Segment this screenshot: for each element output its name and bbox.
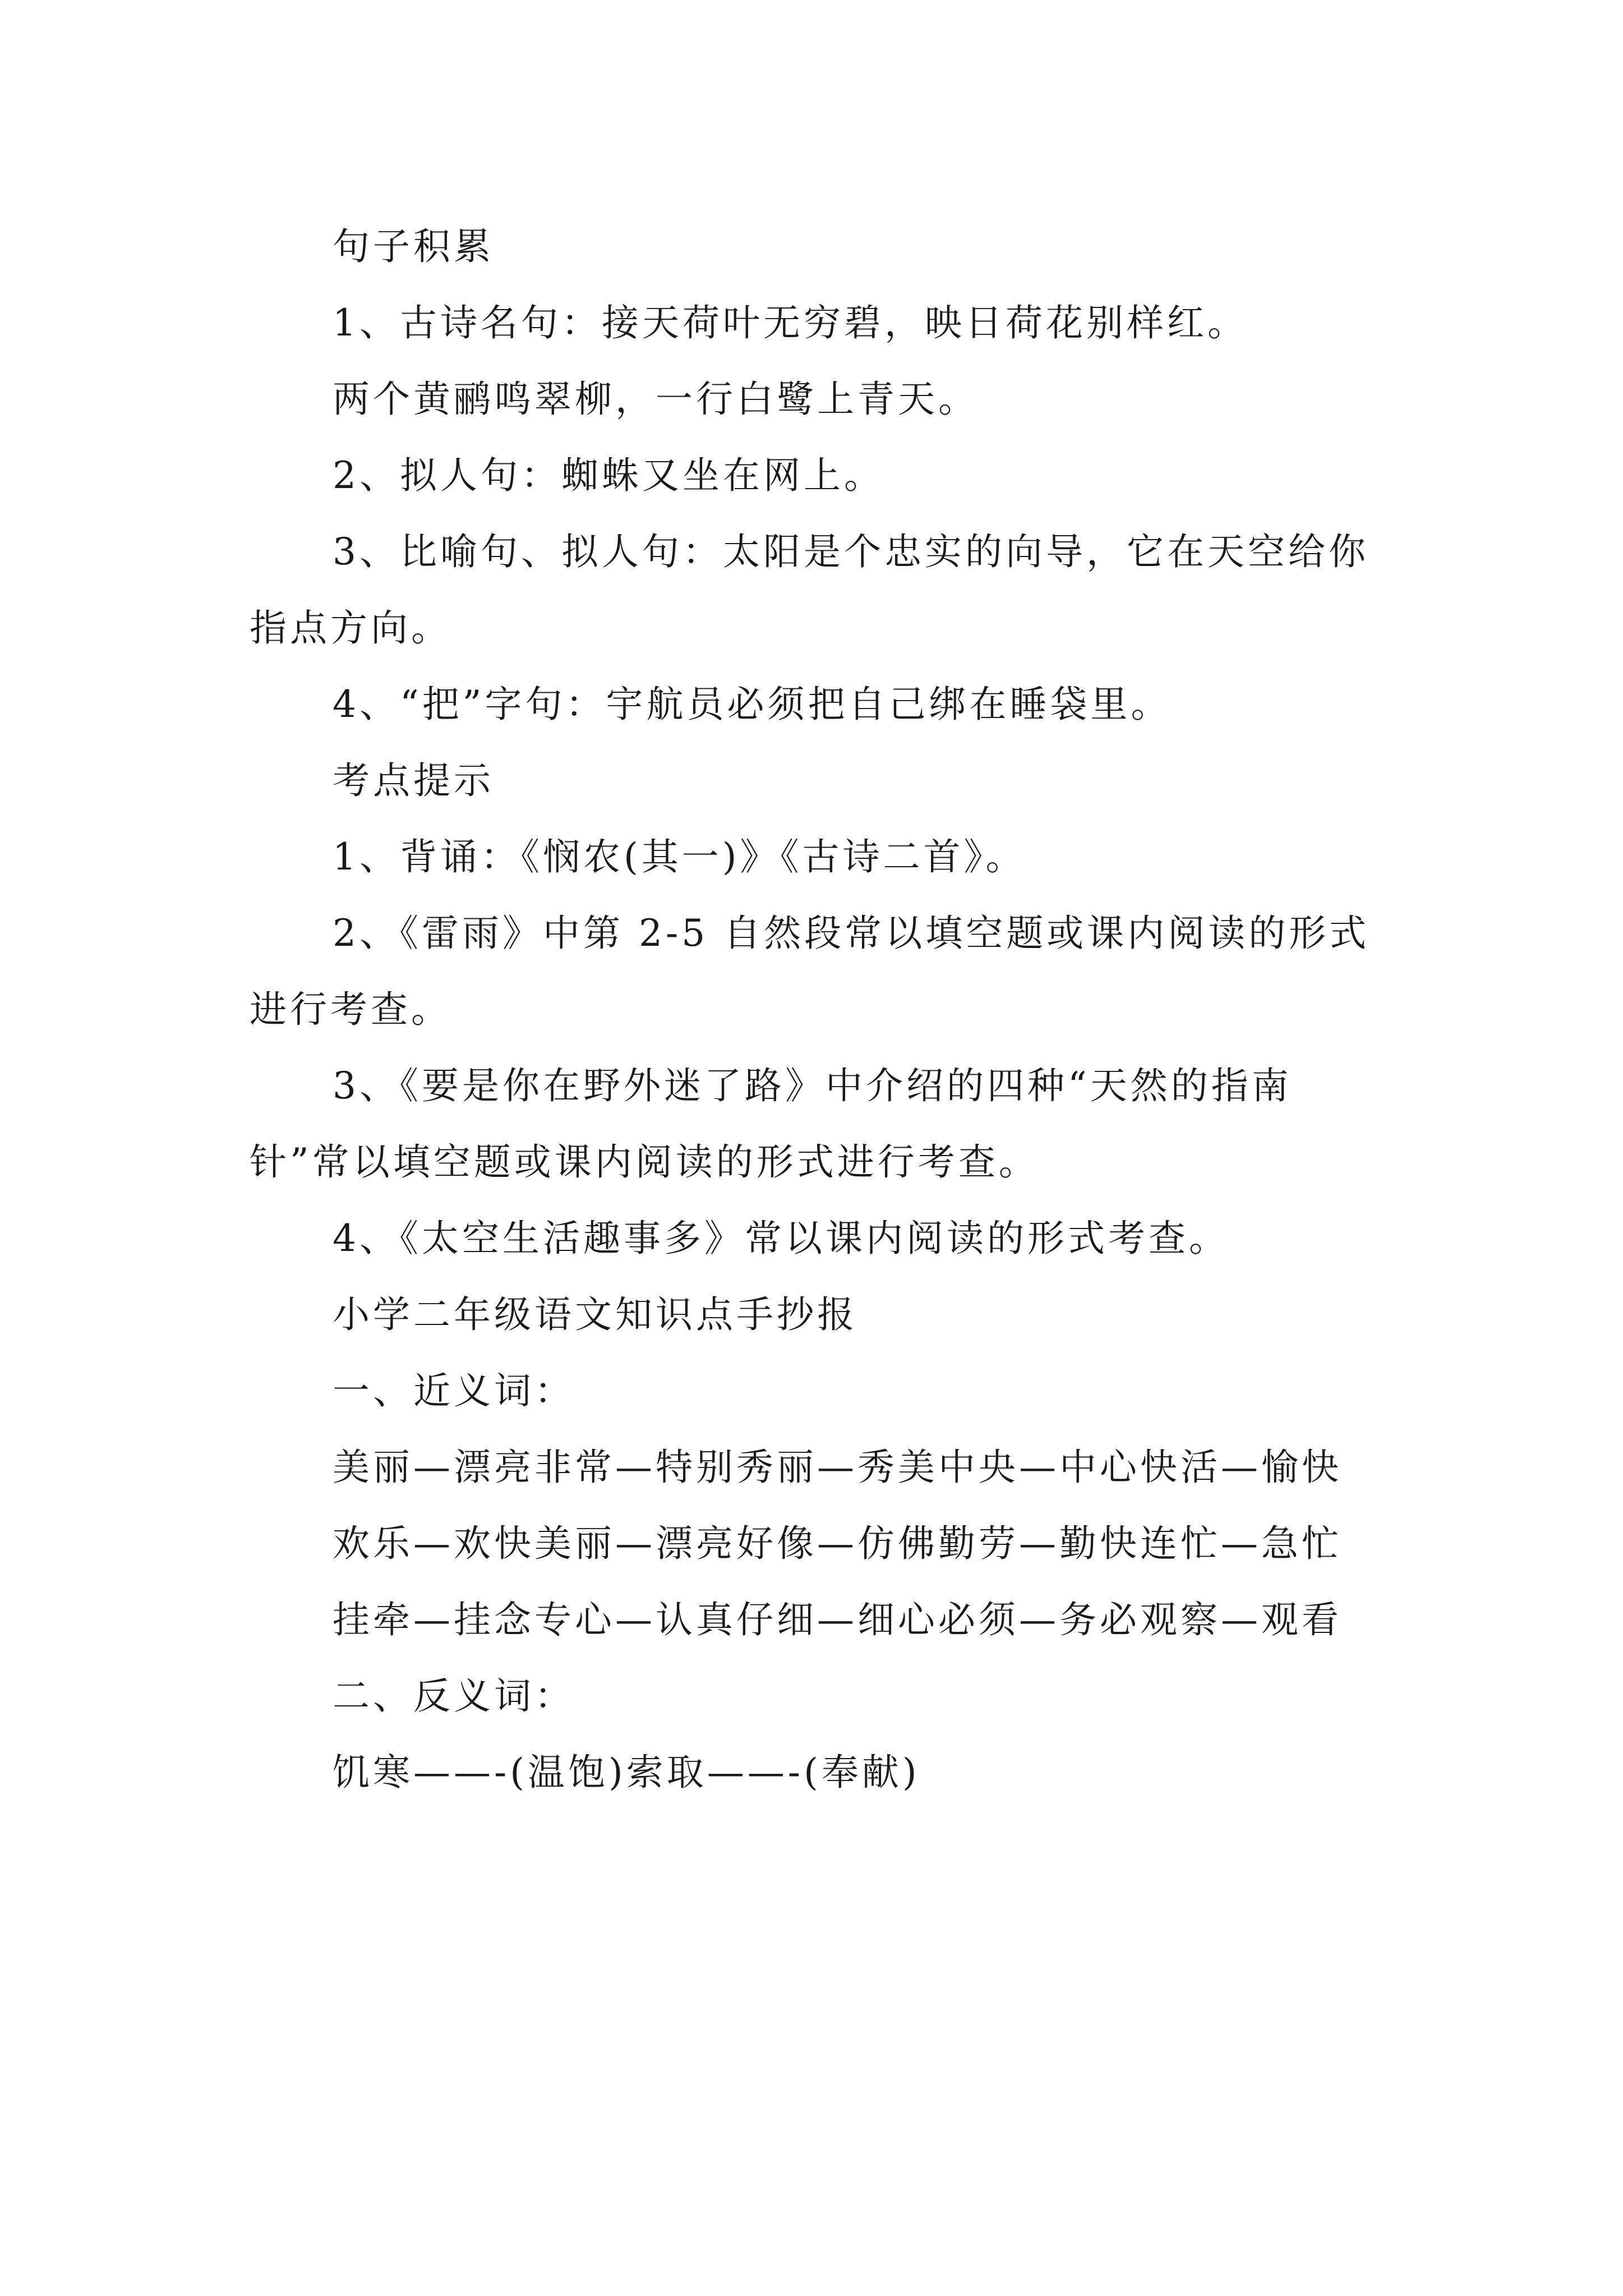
paragraph-tip-1: 1、背诵：《悯农(其一)》《古诗二首》。	[333, 835, 1026, 878]
subheading-synonyms: 一、近义词：	[333, 1369, 575, 1412]
paragraph-tip-3: 3、《要是你在野外迷了路》中介绍的四种“天然的指南针”常以填空题或课内阅读的形式进行考查。	[250, 1064, 1292, 1184]
paragraph-antonyms-1: 饥寒——-(温饱)索取——-(奉献)	[333, 1751, 920, 1794]
paragraph-synonyms-3: 挂牵—挂念专心—认真仔细—细心必须—务必观察—观看	[333, 1598, 1342, 1641]
subheading-antonyms: 二、反义词：	[333, 1674, 575, 1718]
paragraph-tip-2: 2、《雷雨》中第 2-5 自然段常以填空题或课内阅读的形式进行考查。	[250, 912, 1370, 1031]
section-heading-exam-tips: 考点提示	[333, 759, 494, 802]
paragraph-tip-4: 4、《太空生活趣事多》常以课内阅读的形式考查。	[333, 1217, 1229, 1260]
paragraph-ancient-poem: 1、古诗名句：接天荷叶无穷碧，映日荷花别样红。	[333, 301, 1248, 344]
paragraph-ba-sentence: 4、“把”字句：宇航员必须把自己绑在睡袋里。	[333, 683, 1172, 726]
section-heading-handout: 小学二年级语文知识点手抄报	[333, 1293, 857, 1336]
paragraph-metaphor: 3、比喻句、拟人句：太阳是个忠实的向导，它在天空给你指点方向。	[250, 530, 1369, 650]
document-body	[250, 209, 1388, 1811]
paragraph-personification: 2、拟人句：蜘蛛又坐在网上。	[333, 454, 884, 497]
paragraph-synonyms-2: 欢乐—欢快美丽—漂亮好像—仿佛勤劳—勤快连忙—急忙	[333, 1522, 1342, 1565]
section-heading-sentence-accumulation: 句子积累	[333, 225, 494, 268]
paragraph-synonyms-1: 美丽—漂亮非常—特别秀丽—秀美中央—中心快活—愉快	[333, 1446, 1342, 1489]
paragraph-poem-line: 两个黄鹂鸣翠柳，一行白鹭上青天。	[333, 378, 979, 421]
